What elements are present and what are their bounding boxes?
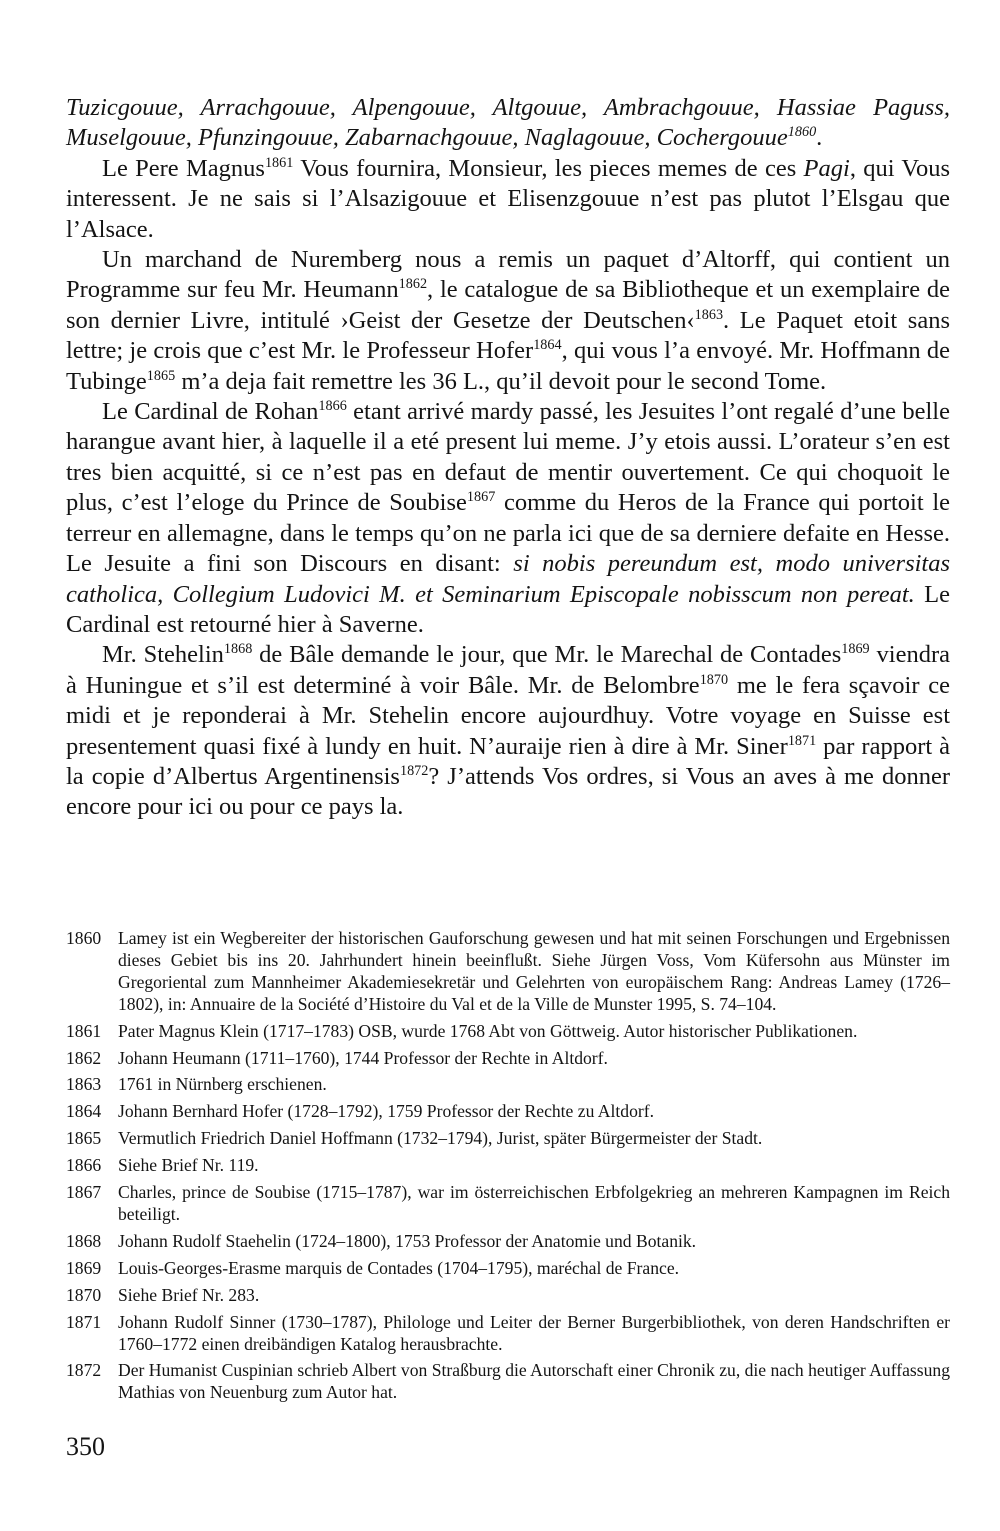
footnote-item (66, 1182, 950, 1226)
paragraph-stehelin: Mr. Stehelin$^{1868}$ de Bâle demande le jour, que Mr. le Marechal de Contades$^{1869}$ viendra à Huningue et s’il est determiné à voir Bâle. Mr. de Belombre$^{1870}$ me le fera sçavoir ce midi et je reponderai à Mr. Stehelin encore aujourdhuy. Votre voyage en Suisse est presentement quasi fixé à lundy en huit. N’auraije rien à dire à Mr. Siner$^{1871}$ par rapport à la copie d’Albertus Argentinensis$^{1872}$? J’attends Vos ordres, si Vous an aves à me donner encore pour ici ou pour ce pays la. (66, 641, 951, 821)
footnote-text: 1761 in Nürnberg erschienen. (118, 1074, 327, 1095)
footnote-ref[interactable]: 1868 (223, 641, 253, 658)
footnote-text: Johann Heumann (1711–1760), 1744 Professor der Rechte in Altdorf. (118, 1047, 608, 1068)
footnote-item (66, 1101, 950, 1123)
footnote-text: Johann Bernhard Hofer (1728–1792), 1759 Professor der Rechte zu Altdorf. (118, 1101, 654, 1122)
footnote-number: 1864 (66, 1101, 102, 1122)
footnote-number: 1867 (66, 1182, 102, 1203)
footnote-text: Charles, prince de Soubise (1715–1787), war im österreichischen Erbfolgekrieg an mehreren Kampagnen im Reich beteiligt. (118, 1182, 950, 1224)
footnote-number: 1871 (66, 1311, 102, 1332)
footnote-item (66, 1231, 950, 1253)
footnote-item (66, 1312, 950, 1356)
paragraph-nuremberg-packet: Un marchand de Nuremberg nous a remis un paquet d’Altorff, qui contient un Programme sur feu Mr. Heumann$^{1862}$, le catalogue de sa Bibliotheque et un exemplaire de son dernier Livre, intitulé ›Geist der Gesetze der Deutschen‹$^{1863}$. Le Paquet etoit sans lettre; je crois que c’est Mr. le Professeur Hofer$^{1864}$, qui vous l’a envoyé. Mr. Hoffmann de Tubinge$^{1865}$ m’a deja fait remettre les 36 L., qu’il devoit pour le second Tome. (66, 246, 951, 395)
pagi-term: Pagi (803, 154, 850, 182)
footnote-item (66, 1021, 950, 1043)
page-number: 350 (66, 1432, 105, 1461)
footnote-ref[interactable]: 1862 (398, 276, 428, 293)
footnote-number: 1868 (66, 1230, 102, 1251)
paragraph-magnus: Le Pere Magnus$^{1861}$ Vous fournira, Monsieur, les pieces memes de ces Pagi, qui Vous interessent. Je ne sais si l’Alsazigouue et Elisenzgouue n’est pas plutot l’Elsgau que l’Alsace. (66, 154, 950, 243)
letter-body (66, 93, 950, 823)
footnote-ref[interactable]: 1860 (787, 124, 817, 141)
footnote-ref[interactable]: 1871 (787, 732, 817, 749)
footnote-text: Pater Magnus Klein (1717–1783) OSB, wurde 1768 Abt von Göttweig. Autor historischer Publikationen. (118, 1020, 858, 1041)
footnote-text: Der Humanist Cuspinian schrieb Albert von Straßburg die Autorschaft einer Chronik zu, die nach heutiger Auffassung Mathias von Neuenburg zum Autor hat. (118, 1360, 950, 1403)
footnote-number: 1861 (66, 1020, 102, 1041)
footnote-item (66, 1128, 950, 1150)
latin-quote: si nobis pereundum est, modo universitas catholica, Collegium Ludovici M. et Seminarium Episcopale nobisscum non pereat. (66, 550, 950, 608)
footnote-number: 1865 (66, 1128, 102, 1149)
footnote-ref[interactable]: 1861 (264, 155, 294, 172)
footnote-number: 1862 (66, 1047, 102, 1068)
footnote-item (66, 1360, 950, 1404)
paragraph-pagi-list: Tuzicgouue, Arrachgouue, Alpengouue, Altgouue, Ambrachgouue, Hassiae Paguss, Muselgouue, Pfunzingouue, Zabarnachgouue, Naglagouue, Cochergouue$^{1860}$. (66, 94, 950, 152)
footnote-item (66, 1285, 950, 1307)
footnote-text: Vermutlich Friedrich Daniel Hoffmann (1732–1794), Jurist, später Bürgermeister der Stadt. (118, 1128, 763, 1149)
footnote-text: Lamey ist ein Wegbereiter der historischen Gauforschung gewesen und hat mit seinen Forschungen und Ergebnissen dieses Gebiet bis ins 20. Jahrhundert hinein beeinflußt. Siehe Jürgen Voss, Vom Küfersohn aus Münster im Gregoriental zum Mannheimer Akademiesekretär und Gelehrten von europäischem Rang: Andreas Lamey (1726–1802), in: Annuaire de la Société d’Histoire du Val et de la Ville de Munster 1995, S. 74–104. (118, 928, 950, 1014)
footnote-number: 1863 (66, 1074, 102, 1095)
footnote-number: 1869 (66, 1257, 102, 1278)
footnote-ref[interactable]: 1869 (841, 641, 870, 658)
footnote-number: 1860 (66, 928, 102, 948)
footnote-item (66, 928, 950, 1016)
footnote-ref[interactable]: 1865 (146, 367, 176, 384)
footnote-number: 1866 (66, 1155, 102, 1176)
footnote-number: 1870 (66, 1284, 102, 1305)
footnote-text: Siehe Brief Nr. 119. (118, 1155, 259, 1176)
footnote-ref[interactable]: 1863 (694, 307, 724, 324)
paragraph-cardinal-rohan: Le Cardinal de Rohan$^{1866}$ etant arrivé mardy passé, les Jesuites l’ont regalé d’une belle harangue avant hier, à laquelle il a eté present lui meme. J’y etois aussi. L’orateur s’en est tres bien acquitté, si ce n’est pas en defaut de mentir ouvertement. Ce qui choquoit le plus, c’est l’eloge du Prince de Soubise$^{1867}$ comme du Heros de la France qui portoit le terreur en allemagne, dans le temps qu’on ne parla ici que de sa derniere defaite en Hesse. Le Jesuite a fini son Discours en disant: si nobis pereundum est, modo universitas catholica, Collegium Ludovici M. et Seminarium Episcopale nobisscum non pereat. Le Cardinal est retourné hier à Saverne. (66, 398, 950, 638)
footnote-text: Louis-Georges-Erasme marquis de Contades (1704–1795), maréchal de France. (118, 1257, 680, 1278)
footnote-ref[interactable]: 1864 (533, 337, 562, 354)
footnote-item (66, 1155, 950, 1177)
footnote-ref[interactable]: 1867 (466, 489, 496, 506)
footnote-item (66, 1258, 950, 1280)
footnotes (66, 928, 950, 1409)
footnote-item (66, 1074, 950, 1096)
footnote-number: 1872 (66, 1360, 102, 1381)
footnote-ref[interactable]: 1866 (318, 398, 347, 415)
footnote-ref[interactable]: 1870 (699, 671, 729, 688)
pagi-names: Tuzicgouue, Arrachgouue, Alpengouue, Altgouue, Ambrachgouue, Hassiae Paguss, Muselgouue, Pfunzingouue, Zabarnachgouue, Naglagouue, Cochergouue (66, 94, 950, 152)
footnote-text: Siehe Brief Nr. 283. (118, 1284, 260, 1305)
footnote-item (66, 1048, 950, 1070)
footnote-text: Johann Rudolf Sinner (1730–1787), Philologe und Leiter der Berner Burgerbibliothek, von deren Handschriften er 1760–1772 einen dreibändigen Katalog herausbrachte. (118, 1311, 950, 1354)
footnote-text: Johann Rudolf Staehelin (1724–1800), 1753 Professor der Anatomie und Botanik. (118, 1230, 697, 1251)
footnote-ref[interactable]: 1872 (399, 763, 429, 780)
